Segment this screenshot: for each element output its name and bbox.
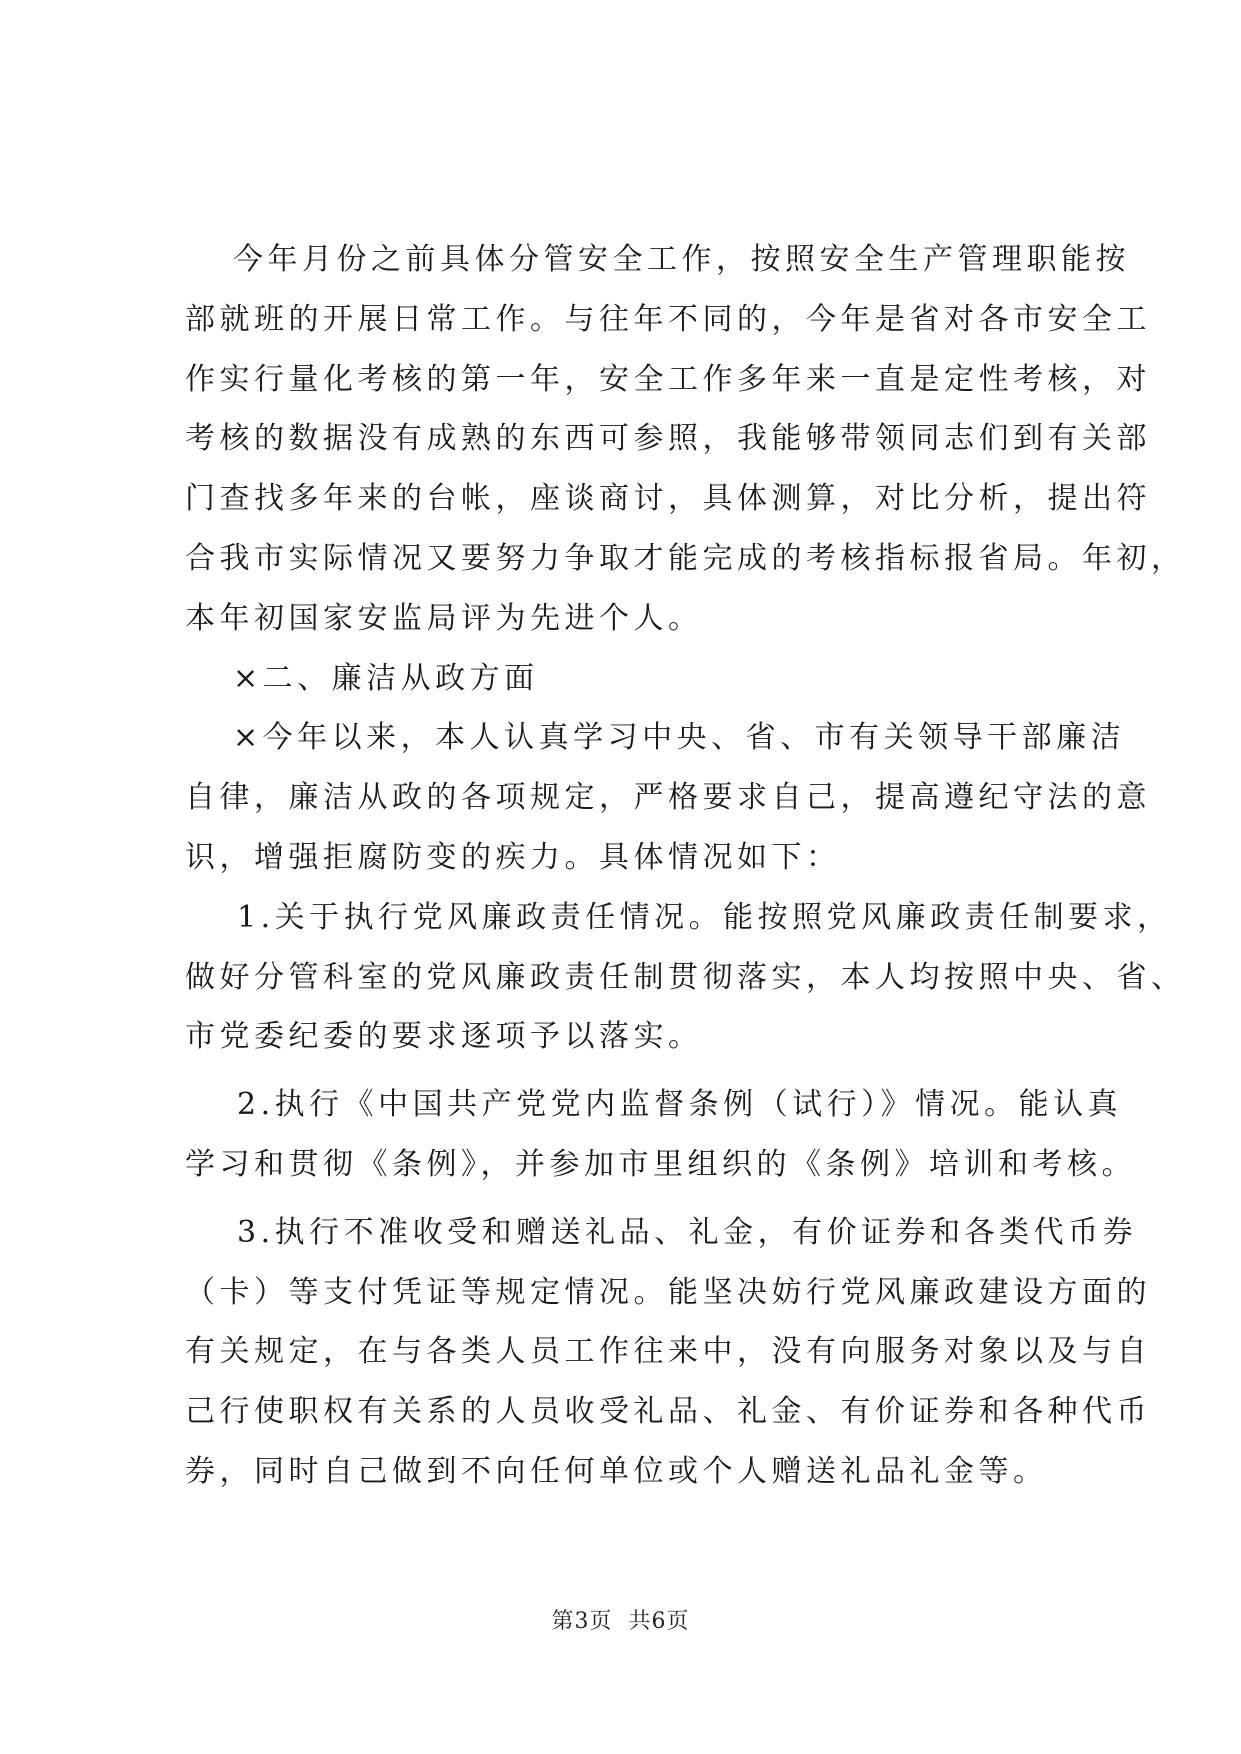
paragraph-line: 做好分管科室的党风廉政责任制贯彻落实，本人均按照中央、省、 xyxy=(185,959,1186,995)
paragraph-line: 作实行量化考核的第一年，安全工作多年来一直是定性考核，对 xyxy=(185,361,1151,397)
paragraph-line: 3.执行不准收受和赠送礼品、礼金，有价证券和各类代币券 xyxy=(237,1214,1138,1250)
paragraph-gap xyxy=(185,1067,1065,1075)
section-heading: ×二、廉洁从政方面 xyxy=(233,660,539,696)
paragraph-line: 2.执行《中国共产党党内监督条例（试行）》情况。能认真 xyxy=(237,1087,1123,1123)
paragraph-line: 券，同时自己做到不向任何单位或个人赠送礼品礼金等。 xyxy=(185,1453,1048,1489)
page-footer xyxy=(0,1604,1241,1635)
paragraph-line: 学习和贯彻《条例》，并参加市里组织的《条例》培训和考核。 xyxy=(185,1146,1136,1182)
paragraph-line: 己行使职权有关系的人员收受礼品、礼金、有价证券和各种代币 xyxy=(185,1394,1151,1430)
page-number: 第3页 xyxy=(551,1609,613,1634)
paragraph-line: 门查找多年来的台帐，座谈商讨，具体测算，对比分析，提出符 xyxy=(185,481,1151,517)
paragraph-line: 今年月份之前具体分管安全工作，按照安全生产管理职能按 xyxy=(233,242,1130,277)
paragraph-line: 市党委纪委的要求逐项予以落实。 xyxy=(185,1019,703,1055)
paragraph-line: 自律，廉洁从政的各项规定，严格要求自己，提高遵纪守法的意 xyxy=(185,780,1151,816)
paragraph-line: 有关规定，在与各类人员工作往来中，没有向服务对象以及与自 xyxy=(185,1334,1151,1370)
paragraph-gap xyxy=(185,1195,1065,1203)
paragraph-line: 识，增强拒腐防变的疾力。具体情况如下： xyxy=(185,839,841,875)
paragraph-line: 本年初国家安监局评为先进个人。 xyxy=(185,600,703,636)
paragraph-line: ×今年以来，本人认真学习中央、省、市有关领导干部廉洁 xyxy=(233,720,1126,756)
paragraph-line: 部就班的开展日常工作。与往年不同的，今年是省对各市安全工 xyxy=(185,301,1151,337)
paragraph-line: （卡）等支付凭证等规定情况。能坚决妨行党风廉政建设方面的 xyxy=(185,1274,1151,1310)
paragraph-line: 1.关于执行党风廉政责任情况。能按照党风廉政责任制要求， xyxy=(237,899,1172,935)
paragraph-line: 考核的数据没有成熟的东西可参照，我能够带领同志们到有关部 xyxy=(185,421,1151,457)
page-total: 共6页 xyxy=(628,1609,690,1634)
paragraph-line: 合我市实际情况又要努力争取才能完成的考核指标报省局。年初， xyxy=(185,540,1186,576)
document-body xyxy=(185,230,1186,1502)
